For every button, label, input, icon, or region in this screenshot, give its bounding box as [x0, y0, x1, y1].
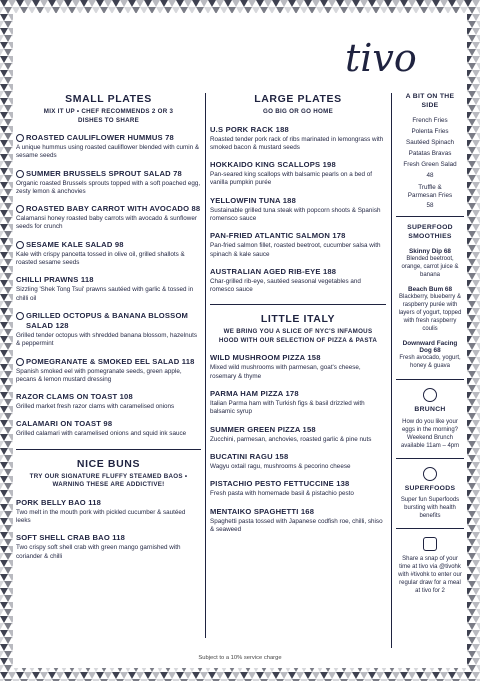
menu-item-desc: Pan-fried salmon fillet, roasted beetroot, cucumber salsa with spinach & kale sauce: [210, 242, 381, 258]
menu-item: [210, 196, 386, 224]
menu-item-title: PARMA HAM PIZZA 178: [210, 389, 299, 399]
tivo-logo: [337, 35, 437, 83]
superfoods-title: SUPERFOODS: [404, 484, 456, 492]
column-divider-left: [205, 93, 206, 638]
menu-item-name: [210, 267, 386, 277]
menu-item-name: [16, 204, 201, 214]
menu-item: [210, 160, 386, 188]
left-column: [16, 93, 201, 561]
vegetarian-icon: [16, 205, 24, 213]
brunch-icon: [423, 388, 437, 402]
section-divider: [210, 304, 386, 305]
large-plates-subtitle: GO BIG OR GO HOME: [262, 108, 334, 115]
small-plates-list: [16, 133, 201, 439]
menu-item: [210, 389, 386, 417]
menu-item-desc: Grilled calamari with caramelised onions and squid ink sauce: [16, 430, 187, 438]
menu-item-desc: Sizzling 'Shek Tong Tsui' prawns sautéed with garlic & tossed in chilli oil: [16, 286, 194, 302]
menu-item-desc: Pan-seared king scallops with balsamic pearls on a bed of vanilla pumpkin purée: [210, 171, 373, 187]
smoothies-title: SUPERFOOD SMOOTHIES: [407, 224, 453, 240]
menu-item-desc: Two crispy soft shell crab with green mango garnished with coriander & chilli: [16, 544, 181, 560]
menu-item-name: [16, 357, 201, 367]
menu-item: [16, 240, 201, 268]
menu-item-desc: Char-grilled rib-eye, sautéed seasonal vegetables and romesco sauce: [210, 277, 361, 294]
menu-item-desc: Roasted tender pork rack of ribs marinated in lemongrass with smoked bacon & mustard seeds: [210, 135, 384, 151]
menu-item: [16, 275, 201, 303]
menu-item-name: [210, 196, 386, 206]
brunch-title: BRUNCH: [414, 406, 446, 413]
vegetarian-icon: [16, 241, 24, 249]
menu-item: [210, 452, 386, 471]
little-italy-subtitle: WE BRING YOU A SLICE OF NYC'S INFAMOUS HOOD WITH OUR SELECTION OF PIZZA & PASTA: [218, 328, 378, 344]
nice-buns-list: [16, 498, 201, 561]
menu-item: [210, 479, 386, 498]
menu-item: [210, 267, 386, 295]
section-divider: [396, 528, 464, 529]
menu-item-title: ROASTED BABY CARROT WITH AVOCADO 88: [26, 204, 201, 214]
small-plates-subtitle: MIX IT UP • CHEF RECOMMENDS 2 OR 3 DISHES TO SHARE: [43, 108, 174, 124]
little-italy-list: [210, 353, 386, 534]
on-the-side-title: A BIT ON THE SIDE: [405, 93, 455, 109]
side-item: Polenta Fries: [411, 128, 449, 135]
side-item: Patatas Bravas: [408, 150, 452, 157]
vegetarian-icon: [16, 170, 24, 178]
menu-item-desc: Kale with crispy pancetta tossed in olive oil, grilled shallots & roasted sesame seeds: [16, 250, 185, 267]
menu-item-title: BUCATINI RAGU 158: [210, 451, 289, 461]
menu-panel: [13, 13, 467, 668]
smoothie-name: Skinny Dip 68: [409, 248, 451, 255]
menu-item-desc: Grilled market fresh razor clams with caramelised onions: [16, 403, 175, 411]
smoothie-name: Downward Facing Dog 68: [402, 340, 458, 354]
small-plates-title: SMALL PLATES: [65, 93, 152, 105]
menu-item-title: PISTACHIO PESTO FETTUCCINE 138: [210, 479, 350, 489]
menu-item: [16, 133, 201, 161]
side-item: Truffle &: [418, 184, 442, 191]
menu-item-desc: Sustainable grilled tuna steak with popcorn shoots & Spanish romensco sauce: [210, 206, 381, 222]
menu-item-desc: A unique hummus using roasted cauliflower blended with cumin & sesame seeds: [16, 144, 200, 160]
menu-item-title: POMEGRANATE & SMOKED EEL SALAD 118: [26, 356, 195, 366]
menu-item: [210, 231, 386, 259]
menu-item-title: YELLOWFIN TUNA 188: [210, 195, 297, 205]
menu-item-name: [210, 353, 386, 363]
smoothie-desc: Blackberry, blueberry & raspberry purée with layers of yogurt, topped with fresh raspberry coulis: [398, 294, 462, 332]
menu-item-title: AUSTRALIAN AGED RIB-EYE 188: [210, 266, 337, 276]
menu-item-desc: Organic roasted Brussels sprouts topped with a soft poached egg, zesty lemon & anchovies: [16, 179, 201, 195]
menu-item-name: [16, 498, 201, 508]
menu-item-desc: Spaghetti pasta tossed with Japanese codfish roe, chilli, shiso & seaweed: [210, 517, 383, 533]
menu-item: [16, 311, 201, 349]
section-divider: [16, 449, 201, 450]
menu-item-title: MENTAIKO SPAGHETTI 168: [210, 506, 315, 516]
menu-item-title: PORK BELLY BAO 118: [16, 497, 102, 507]
menu-item: [16, 357, 201, 385]
vegetarian-icon: [16, 358, 24, 366]
menu-item: [16, 419, 201, 438]
side-item: Sautéed Spinach: [406, 139, 454, 146]
nice-buns-subtitle: TRY OUR SIGNATURE FLUFFY STEAMED BAOS • WARNING THESE ARE ADDICTIVE!: [29, 472, 188, 489]
menu-item-desc: Spanish smoked eel with pomegranate seeds, green apple, pecans & lemon mustard dressing: [16, 367, 182, 383]
smoothie-name: Beach Bum 68: [407, 286, 453, 293]
menu-item-title: U.S PORK RACK 188: [210, 124, 289, 134]
superfoods-icon: [423, 467, 437, 481]
menu-item-title: HOKKAIDO KING SCALLOPS 198: [210, 160, 336, 170]
side-item: Fresh Green Salad: [403, 161, 457, 168]
svg-text:tivo: tivo: [345, 36, 417, 80]
vegetarian-icon: [16, 312, 24, 320]
menu-item-title: SUMMER GREEN PIZZA 158: [210, 424, 316, 434]
menu-item-title: SUMMER BRUSSELS SPROUT SALAD 78: [26, 168, 182, 178]
menu-item: [210, 125, 386, 153]
menu-item: [16, 533, 201, 561]
menu-item-desc: Mixed wild mushrooms with parmesan, goat's cheese, rosemary & thyme: [210, 364, 361, 380]
smoothie-desc: Fresh avocado, yogurt, honey & guava: [399, 355, 461, 369]
menu-item-desc: Fresh pasta with homemade basil & pistachio pesto: [210, 490, 354, 498]
little-italy-title: LITTLE ITALY: [260, 313, 336, 326]
menu-item-title: WILD MUSHROOM PIZZA 158: [210, 353, 321, 363]
right-column: [396, 93, 464, 595]
side-price: 58: [426, 202, 434, 209]
superfoods-desc: Super fun Superfoods bursting with health benefits: [400, 497, 460, 519]
vegetarian-icon: [16, 134, 24, 142]
menu-item-name: [16, 392, 201, 402]
menu-item: [16, 392, 201, 411]
menu-item-desc: Zucchini, parmesan, anchovies, roasted garlic & pine nuts: [210, 435, 372, 443]
menu-item-name: [16, 133, 201, 143]
menu-item-name: [16, 169, 201, 179]
menu-item: [16, 498, 201, 526]
menu-item-desc: Two melt in the mouth pork with pickled cucumber & sautéed leeks: [16, 508, 186, 525]
section-divider: [396, 458, 464, 459]
menu-item-title: CHILLI PRAWNS 118: [16, 275, 94, 285]
menu-item-desc: Wagyu oxtail ragu, mushrooms & pecorino cheese: [210, 462, 351, 470]
large-plates-title: LARGE PLATES: [254, 93, 342, 105]
section-divider: [396, 216, 464, 217]
instagram-icon: [423, 537, 437, 551]
middle-column: [210, 93, 386, 534]
menu-item-name: [16, 311, 201, 331]
menu-item: [210, 507, 386, 535]
menu-item: [16, 204, 201, 232]
menu-item: [16, 169, 201, 197]
menu-item-name: [16, 419, 201, 429]
menu-item-title: SESAME KALE SALAD 98: [26, 239, 124, 249]
column-divider-right: [391, 93, 392, 648]
side-item: French Fries: [412, 117, 448, 124]
menu-item-title: CALAMARI ON TOAST 98: [16, 419, 113, 429]
smoothie-list: [396, 248, 464, 370]
menu-item-name: [210, 425, 386, 435]
menu-item: [210, 425, 386, 444]
side-price: 48: [426, 172, 434, 179]
menu-item-title: ROASTED CAULIFLOWER HUMMUS 78: [26, 133, 174, 142]
menu-item-name: [210, 125, 386, 135]
menu-item-name: [210, 507, 386, 517]
menu-item-name: [210, 452, 386, 462]
smoothie-desc: Blended beetroot, orange, carrot juice & banana: [401, 256, 459, 278]
menu-item-title: SOFT SHELL CRAB BAO 118: [16, 533, 126, 543]
menu-item: [210, 353, 386, 381]
nice-buns-title: NICE BUNS: [76, 457, 141, 470]
menu-item-title: RAZOR CLAMS ON TOAST 108: [16, 392, 133, 402]
menu-item-name: [210, 160, 386, 170]
menu-item-name: [16, 533, 201, 543]
instagram-desc: Share a snap of your time at tivo via @tivohk with #tivohk to enter our regular draw for a meal at tivo for 2: [398, 556, 462, 594]
large-plates-list: [210, 125, 386, 295]
service-charge-note: Subject to a 10% service charge: [198, 655, 282, 661]
menu-item-desc: Italian Parma ham with Turkish figs & basil drizzled with balsamic syrup: [210, 400, 365, 416]
menu-item-name: [16, 240, 201, 250]
menu-item-name: [16, 275, 201, 285]
menu-item-name: [210, 479, 386, 489]
menu-item-title: PAN-FRIED ATLANTIC SALMON 178: [210, 231, 346, 241]
menu-item-title: GRILLED OCTOPUS & BANANA BLOSSOM SALAD 128: [26, 310, 189, 330]
side-item: Parmesan Fries: [407, 192, 453, 199]
menu-item-desc: Grilled tender octopus with shredded banana blossom, hazelnuts & peppermint: [16, 331, 197, 348]
menu-item-name: [210, 389, 386, 399]
section-divider: [396, 379, 464, 380]
menu-item-desc: Calamansi honey roasted baby carrots with avocado & sunflower seeds for crunch: [16, 215, 197, 231]
brunch-desc: How do you like your eggs in the morning? Weekend Brunch available 11am – 4pm: [400, 418, 460, 449]
menu-item-name: [210, 231, 386, 241]
